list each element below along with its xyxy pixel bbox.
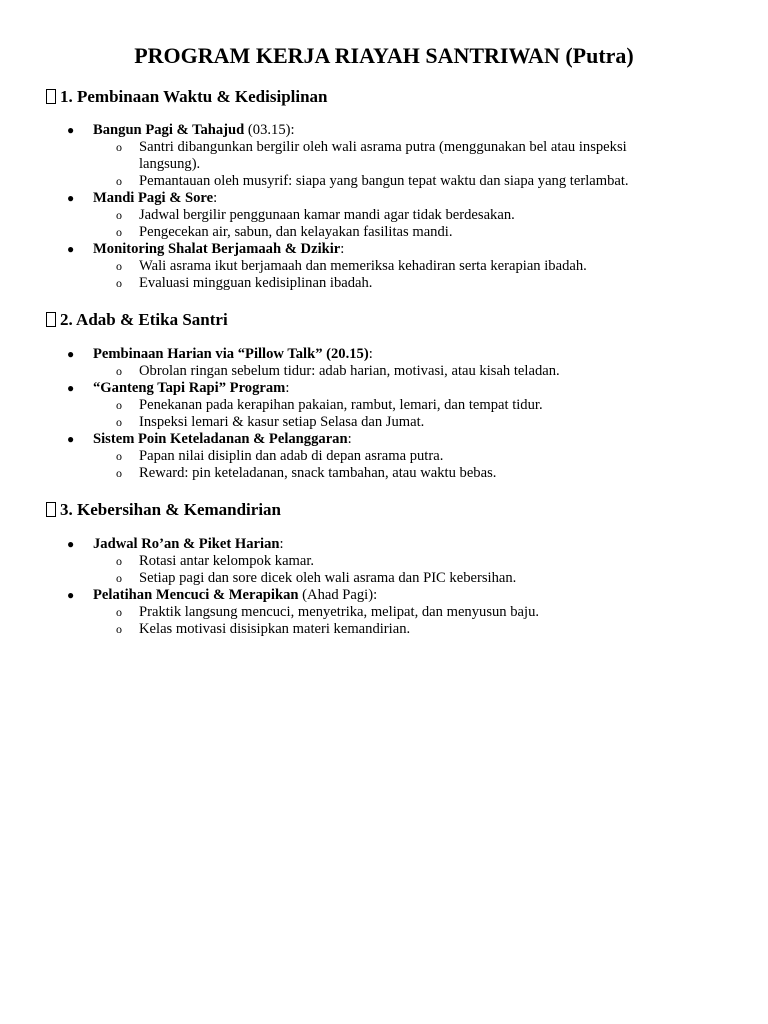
- section-2-list: [0, 346, 768, 482]
- sub-list-item: o Obrolan ringan sebelum tidur: adab harian, motivasi, atau kisah teladan.: [116, 363, 560, 379]
- sub-list-item: o Inspeksi lemari & kasur setiap Selasa dan Jumat.: [116, 414, 425, 430]
- sub-list-item: o Rotasi antar kelompok kamar.: [116, 553, 315, 569]
- sub-list-item: o Papan nilai disiplin dan adab di depan asrama putra.: [116, 448, 444, 464]
- list-item: ● “Ganteng Tapi Rapi” Program:: [67, 380, 290, 396]
- sub-list-item: o Setiap pagi dan sore dicek oleh wali asrama dan PIC kebersihan.: [116, 570, 517, 586]
- missing-glyph-icon: [46, 312, 56, 327]
- list-item: ● Bangun Pagi & Tahajud (03.15):: [67, 122, 295, 138]
- sub-list-item: o Evaluasi mingguan kedisiplinan ibadah.: [116, 275, 373, 291]
- sub-list-item: o Penekanan pada kerapihan pakaian, rambut, lemari, dan tempat tidur.: [116, 397, 543, 413]
- sub-list-item: o Jadwal bergilir penggunaan kamar mandi agar tidak berdesakan.: [116, 207, 515, 223]
- section-1-list: [0, 122, 768, 292]
- list-item: ● Mandi Pagi & Sore:: [67, 190, 218, 206]
- sub-list-item: o Pengecekan air, sabun, dan kelayakan fasilitas mandi.: [116, 224, 453, 240]
- list-item: ● Pelatihan Mencuci & Merapikan (Ahad Pagi):: [67, 587, 378, 603]
- section-3-list: [0, 536, 768, 638]
- missing-glyph-icon: [46, 502, 56, 517]
- list-item: ● Pembinaan Harian via “Pillow Talk” (20.15):: [67, 346, 373, 362]
- section-heading-2: 2. Adab & Etika Santri: [46, 309, 228, 331]
- section-heading-3: 3. Kebersihan & Kemandirian: [46, 499, 281, 521]
- list-item: ● Monitoring Shalat Berjamaah & Dzikir:: [67, 241, 345, 257]
- page-title: PROGRAM KERJA RIAYAH SANTRIWAN (Putra): [134, 43, 634, 68]
- list-item: ● Sistem Poin Keteladanan & Pelanggaran:: [67, 431, 352, 447]
- list-item: ● Jadwal Ro’an & Piket Harian:: [67, 536, 284, 552]
- sub-list-item: o Praktik langsung mencuci, menyetrika, melipat, dan menyusun baju.: [116, 604, 540, 620]
- sub-list-item: o Santri dibangunkan bergilir oleh wali asrama putra (menggunakan bel atau inspeksi langsung).: [116, 139, 627, 172]
- section-heading-1: 1. Pembinaan Waktu & Kedisiplinan: [46, 86, 328, 108]
- sub-list-item: o Pemantauan oleh musyrif: siapa yang bangun tepat waktu dan siapa yang terlambat.: [116, 173, 629, 189]
- sub-list-item: o Reward: pin keteladanan, snack tambahan, atau waktu bebas.: [116, 465, 497, 481]
- sub-list-item: o Kelas motivasi disisipkan materi kemandirian.: [116, 621, 411, 637]
- missing-glyph-icon: [46, 89, 56, 104]
- sub-list-item: o Wali asrama ikut berjamaah dan memeriksa kehadiran serta kerapian ibadah.: [116, 258, 587, 274]
